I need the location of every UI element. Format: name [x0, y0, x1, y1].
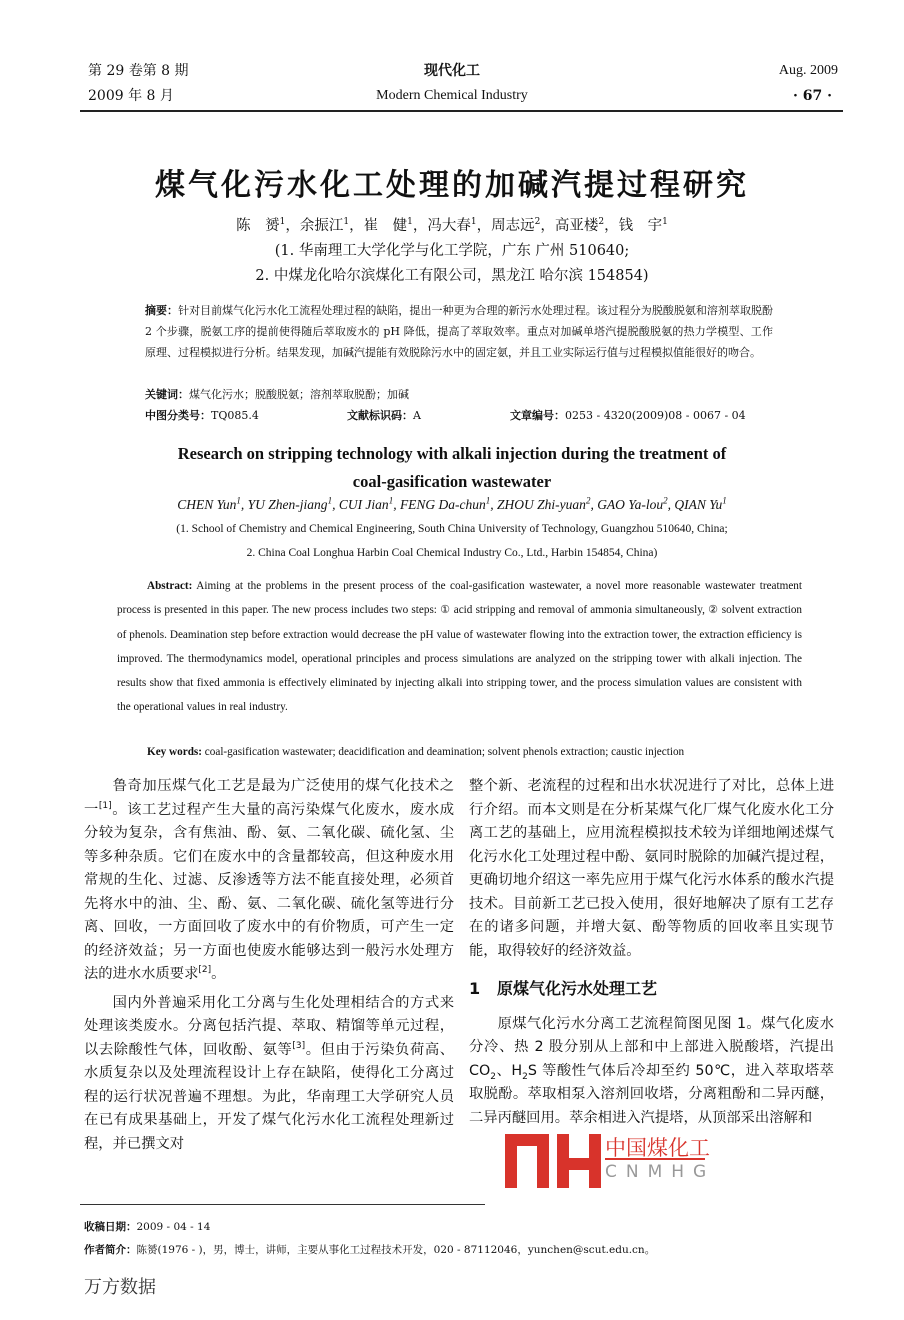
author-bio-label: 作者简介：	[84, 1244, 137, 1256]
keywords-cn-text: 煤气化污水；脱酸脱氨；溶剂萃取脱酚；加碱	[189, 388, 409, 401]
paragraph	[84, 992, 454, 1157]
author-en-affiliation-mark: 1	[236, 495, 241, 506]
paper-title-en-line2: coal-gasification wastewater	[352, 472, 552, 491]
header-date-cn: 2009 年 8 月	[88, 88, 174, 104]
paper-title-en	[0, 440, 904, 496]
paragraph-text: 。	[211, 966, 226, 982]
author-en-affiliation-mark: 1	[485, 495, 491, 506]
paragraph-text: 。但由于污染负荷高、水质复杂以及处理流程设计上存在缺陷，使得化工分离过程的运行状况普遍不理想。为此，华南理工大学研究人员在已有成果基础上，开发了煤气化污水化工流程处理新过程，并已撰文对	[84, 1041, 455, 1152]
article-no-label: 文章编号：	[510, 409, 565, 422]
affiliation-en-1: (1. School of Chemistry and Chemical Engineering, South China University of Technology, Guangzhou 510640, China;	[176, 523, 728, 535]
paragraph: 整个新、老流程的过程和出水状况进行了对比，总体上进行介绍。而本文则是在分析某煤气化厂煤气化废水化工分离工艺的基础上，应用流程模拟技术较为详细地阐述煤气化污水化工处理过程中酚、氨同时脱除的加碱汽提过程，更确切地介绍这一率先应用于煤气化污水体系的酸水汽提技术。目前新工艺已投入使用，很好地解决了原有工艺存在的诸多问题，并增大氨、酚等物质的回收率且实现节能，取得较好的经济效益。	[469, 778, 834, 959]
watermark-text-cn: 中国煤化工	[605, 1132, 710, 1162]
author-cn-affiliation-mark: 1	[343, 217, 350, 228]
keywords-en	[147, 741, 684, 763]
author-cn-name: 高亚楼	[554, 218, 599, 234]
author-en	[597, 497, 667, 512]
affiliation-en-2: 2. China Coal Longhua Harbin Coal Chemical Industry Co., Ltd., Harbin 154854, China)	[246, 547, 658, 559]
author-en	[339, 497, 393, 512]
body-column-left	[84, 775, 454, 1156]
article-number	[510, 405, 746, 426]
author-en-affiliation-mark: 2	[585, 495, 591, 506]
author-cn-affiliation-mark: 1	[279, 217, 286, 228]
author-en	[177, 497, 241, 512]
paper-title-cn: 煤气化污水化工处理的加碱汽提过程研究	[155, 168, 749, 203]
abstract-en	[117, 574, 802, 720]
keywords-cn-label: 关键词：	[145, 388, 189, 401]
authors-cn: 陈 赟$^1$，余振江$^1$，崔 健$^1$，冯大春$^1$，周志远$^2$，高亚楼$^2$，钱 宇$^1$	[236, 217, 668, 234]
citation: [3]	[292, 1040, 306, 1051]
keywords-cn	[145, 384, 409, 405]
author-cn-name: 陈 赟	[236, 218, 280, 234]
author-en-affiliation-mark: 2	[663, 495, 668, 506]
author-en-name: QIAN Yu	[674, 497, 723, 512]
author-en-name: FENG Da-chun	[399, 497, 486, 512]
author-bio-value: 陈赟(1976 - )，男，博士，讲师，主要从事化工过程技术开发，020 - 87112046，yunchen@scut.edu.cn。	[136, 1244, 656, 1256]
paragraph-text: S 等酸性气体后冷却至约 50℃，进入萃取塔萃取脱酚。萃取相泵入溶剂回收塔，分离粗酚和二异丙醚，二异丙醚回用。萃余相进入汽提塔，从顶部采出溶解和	[469, 1062, 834, 1126]
author-cn	[427, 218, 476, 234]
source-mark: 万方数据	[84, 1277, 156, 1298]
footnote-rule	[80, 1204, 485, 1205]
article-no-value: 0253 - 4320(2009)08 - 0067 - 04	[565, 409, 746, 422]
author-cn-name: 余振江	[299, 218, 344, 234]
abstract-cn	[145, 300, 773, 363]
header-volume-issue: 第 29 卷第 8 期	[88, 63, 189, 79]
author-en	[248, 497, 332, 512]
citation: [1]	[98, 800, 112, 811]
header-journal-en: Modern Chemical Industry	[376, 88, 528, 103]
author-en	[497, 497, 590, 512]
author-cn	[364, 218, 413, 234]
header-date-en: Aug. 2009	[778, 63, 838, 78]
affiliation-cn-2: 2. 中煤龙化哈尔滨煤化工有限公司，黑龙江 哈尔滨 154854)	[255, 268, 649, 284]
paper-title-en-line1: Research on stripping technology with alkali injection during the treatment of	[177, 444, 727, 463]
author-cn-name: 周志远	[491, 218, 535, 234]
author-cn-affiliation-mark: 1	[470, 217, 477, 228]
citation: [2]	[198, 965, 212, 976]
paragraph-text: 、H	[495, 1062, 523, 1079]
watermark	[505, 1132, 716, 1188]
clc-label: 中图分类号：	[145, 409, 211, 422]
header-journal-cn: 现代化工	[424, 63, 480, 79]
authors-en: CHEN Yun$^1$, YU Zhen-jiang$^1$, CUI Jian$^1$, FENG Da-chun$^1$, ZHOU Zhi-yuan$^2$, GAO Ya-lou$^2$, QIAN Yu$^1$	[177, 495, 727, 512]
section-number: 1	[469, 979, 481, 998]
subscript: 2	[522, 1071, 528, 1082]
author-cn-affiliation-mark: 1	[407, 217, 413, 228]
paragraph-text: 国内外普遍采用化工分离与生化处理相结合的方式来处理该类废水。分离包括汽提、萃取、精馏等单元过程，以去除酸性气体，回收酚、氨等	[84, 994, 454, 1058]
author-en-name: GAO Ya-lou	[597, 497, 664, 512]
author-en-name: CUI Jian	[338, 497, 389, 512]
watermark-logo-icon	[505, 1132, 603, 1188]
section-title: 原煤气化污水处理工艺	[497, 979, 658, 998]
author-cn	[555, 218, 604, 234]
author-cn	[619, 218, 668, 234]
author-cn-affiliation-mark: 2	[598, 217, 605, 228]
received-date	[84, 1217, 210, 1237]
received-value: 2009 - 04 - 14	[136, 1221, 211, 1233]
author-en-name: ZHOU Zhi-yuan	[497, 497, 586, 512]
received-label: 收稿日期：	[84, 1221, 137, 1233]
section-heading	[469, 977, 834, 1001]
keywords-en-label: Key words:	[147, 746, 202, 758]
author-en-affiliation-mark: 1	[722, 495, 727, 506]
author-cn	[236, 218, 285, 234]
keywords-en-text: coal-gasification wastewater; deacidification and deamination; solvent phenols extraction; caustic injection	[204, 746, 685, 758]
author-bio	[84, 1240, 655, 1260]
watermark-text-en: CNMHG	[605, 1162, 716, 1182]
watermark-divider	[605, 1158, 705, 1160]
paragraph-text: 。该工艺过程产生大量的高污染煤气化废水，废水成分较为复杂，含有焦油、酚、氨、二氧化碳、硫化氢、尘等多种杂质。它们在废水中的含量都较高，但这种废水用常规的生化、过滤、反渗透等方法不能直接处理，必须首先将水中的油、尘、酚、氨、二氧化碳、硫化氢等进行分离、回收，一方面回收了废水中的有价物质，可产生一定的经济效益；另一方面也使废水能够达到一般污水处理方法的进水水质要求	[84, 801, 455, 982]
subscript: 2	[490, 1071, 496, 1082]
author-en-name: CHEN Yun	[177, 497, 237, 512]
author-cn	[491, 218, 540, 234]
author-en	[674, 497, 726, 512]
author-en-name: YU Zhen-jiang	[247, 497, 328, 512]
doc-code-value: A	[413, 409, 421, 422]
author-en	[400, 497, 490, 512]
page-number: · 67 ·	[793, 88, 832, 104]
abstract-cn-text: 针对目前煤气化污水化工流程处理过程的缺陷，提出一种更为合理的新污水处理过程。该过程分为脱酸脱氨和溶剂萃取脱酚 2 个步骤，脱氨工序的提前使得随后萃取废水的 pH 降低，提高了萃取效率。重点对加碱单塔汽提脱酸脱氨的热力学模型、工作原理、过程模拟进行分析。结果发现，加碱汽提能有效脱除污水中的固定氨，并且工业实际运行值与过程模拟值能很好的吻合。	[145, 304, 774, 359]
abstract-en-label: Abstract:	[147, 580, 193, 592]
paragraph-text: 鲁奇加压煤气化工艺是最为广泛使用的煤气化技术之一	[84, 778, 454, 818]
body-column-right	[469, 775, 834, 1130]
paragraph	[469, 1013, 834, 1131]
clc-value: TQ085.4	[211, 409, 259, 422]
document-code	[347, 405, 421, 426]
clc-number	[145, 405, 259, 426]
abstract-en-text: Aiming at the problems in the present process of the coal-gasification wastewater, a novel more reasonable wastewater treatment process is presented in this paper. The new process includes two steps: ① acid stripping and removal of ammonia simultaneously, ② solvent extraction of phenols. Deamination step before extraction would decrease the pH value of wastewater flowing into the extraction tower, the extraction efficiency is improved. The thermodynamics model, operational principles and process simulations are analyzed on the stripping tower with alkali injection. The results show that fixed ammonia is effectively eliminated by injecting alkali into stripping tower, and the process simulation values are consistent with the operational values in real industry.	[117, 580, 802, 714]
abstract-cn-label: 摘要：	[145, 304, 179, 317]
author-cn-affiliation-mark: 2	[534, 217, 541, 228]
header-rule	[80, 110, 843, 112]
paragraph-text: 原煤气化污水分离工艺流程简图见图 1。煤气化废水分冷、热 2 股分别从上部和中上部进入脱酸塔，汽提出 CO	[469, 1015, 834, 1079]
author-cn-name: 冯大春	[427, 218, 471, 234]
author-cn-affiliation-mark: 1	[662, 217, 668, 228]
paragraph	[84, 775, 454, 987]
affiliation-cn-1: (1. 华南理工大学化学与化工学院，广东 广州 510640;	[274, 243, 630, 259]
author-cn	[300, 218, 349, 234]
author-en-affiliation-mark: 1	[388, 495, 394, 506]
author-en-affiliation-mark: 1	[327, 495, 333, 506]
doc-code-label: 文献标识码：	[347, 409, 413, 422]
author-cn-name: 钱 宇	[618, 218, 663, 234]
author-cn-name: 崔 健	[363, 218, 408, 234]
